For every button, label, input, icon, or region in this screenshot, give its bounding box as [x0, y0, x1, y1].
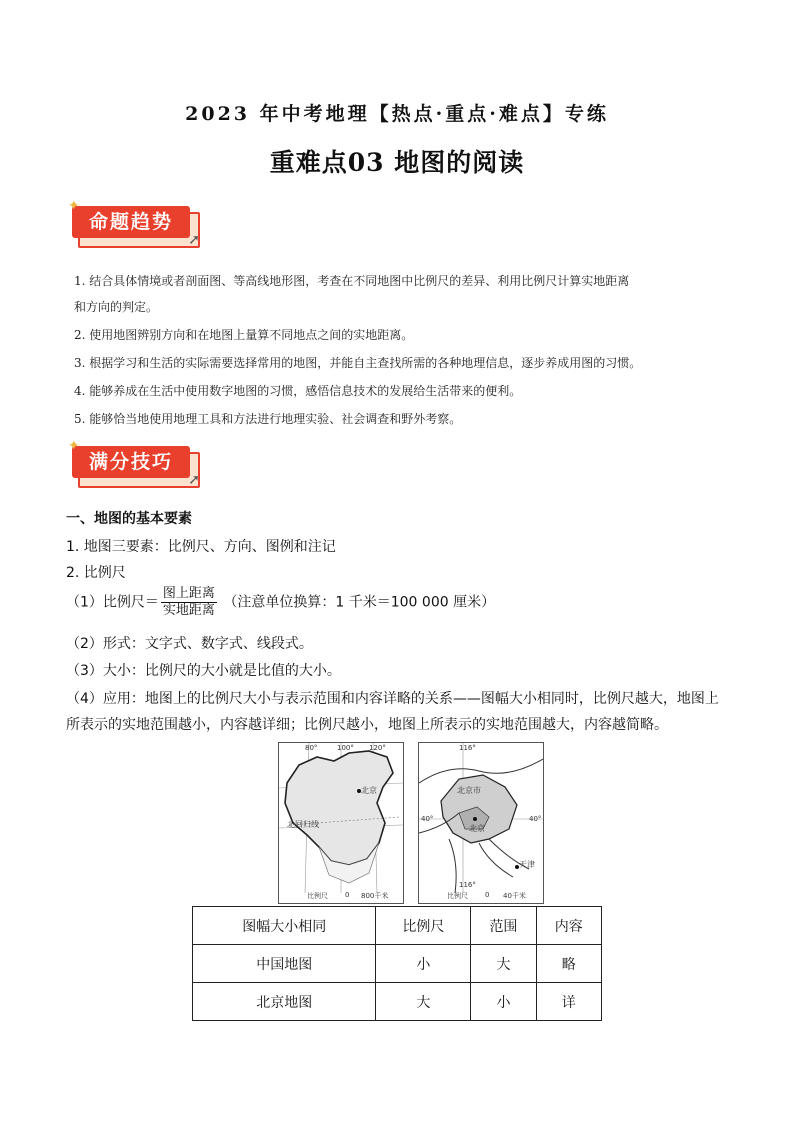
trend-badge-label: 命题趋势: [88, 211, 173, 233]
trend-line-6: 5. 能够恰当地使用地理工具和方法进行地理实验、社会调查和野外考察。: [74, 412, 462, 426]
china-lon-120: 120°: [369, 744, 386, 752]
table-header-cell: 范围: [471, 907, 536, 945]
beijing-map: [418, 742, 544, 904]
trend-line-5: 4. 能够养成在生活中使用数字地图的习惯，感悟信息技术的发展给生活带来的便利。: [74, 384, 522, 398]
paragraph-4a: （4）应用：地图上的比例尺大小与表示范围和内容详略的关系——图幅大小相同时，比例尺越大，地图上: [66, 691, 719, 707]
beijing-scale-distance: 40千米: [503, 892, 526, 900]
trend-line-4: 3. 根据学习和生活的实际需要选择常用的地图，并能自主查找所需的各种地理信息，逐步养成用图的习惯。: [74, 356, 642, 370]
table-header-cell: 图幅大小相同: [193, 907, 376, 945]
section-heading: 一、地图的基本要素: [66, 511, 192, 527]
china-lon-80: 80°: [305, 744, 318, 752]
item-1: 1. 地图三要素：比例尺、方向、图例和注记: [66, 539, 336, 555]
table-row: [193, 983, 602, 1021]
table-cell: 北京地图: [193, 983, 376, 1021]
table-cell: 小: [471, 983, 536, 1021]
paragraph-2: （2）形式：文字式、数字式、线段式。: [66, 636, 313, 652]
beijing-city-label: 北京: [469, 824, 485, 833]
beijing-lon-top: 116°: [459, 744, 476, 752]
fraction-numerator: 图上距离: [162, 586, 215, 601]
china-beijing-label: 北京: [361, 786, 377, 795]
page-title: 2023 年中考地理【热点·重点·难点】专练: [185, 103, 609, 125]
trend-line-2: 和方向的判定。: [74, 300, 159, 314]
formula-note: （注意单位换算：1 千米＝100 000 厘米）: [223, 594, 496, 611]
table-cell: 大: [376, 983, 471, 1021]
paragraph-3: （3）大小：比例尺的大小就是比值的大小。: [66, 663, 341, 679]
table-header-cell: 比例尺: [376, 907, 471, 945]
table-cell: 详: [536, 983, 601, 1021]
item-2: 2. 比例尺: [66, 565, 126, 581]
fraction-denominator: 实地距离: [162, 603, 215, 618]
paragraph-4b: 所表示的实地范围越小，内容越详细；比例尺越小，地图上所表示的实地范围越大，内容越简略。: [66, 717, 668, 733]
skills-badge-label: 满分技巧: [88, 451, 173, 473]
comparison-table: [192, 906, 602, 1021]
sparkle-icon: ✦: [68, 198, 80, 214]
tianjin-label: 天津: [519, 860, 535, 869]
table-cell: 中国地图: [193, 945, 376, 983]
china-map: [278, 742, 404, 904]
scale-formula: [66, 586, 746, 619]
cursor-icon: ➚: [188, 472, 200, 488]
beijing-lat-left: 40°: [421, 815, 434, 823]
trend-line-1: 1. 结合具体情境或者剖面图、等高线地形图，考查在不同地图中比例尺的差异、利用比例尺计算实地距离: [74, 274, 630, 288]
sparkle-icon: ✦: [68, 438, 80, 454]
table-cell: 小: [376, 945, 471, 983]
table-header-row: [193, 907, 602, 945]
china-lon-100: 100°: [337, 744, 354, 752]
beijing-region-label: 北京市: [457, 786, 481, 795]
china-scale-label: 比例尺: [307, 892, 328, 900]
trend-badge: [68, 198, 200, 248]
beijing-scale-label: 比例尺: [447, 892, 468, 900]
china-scale-zero: 0: [345, 891, 350, 899]
china-scale-distance: 800千米: [361, 892, 389, 900]
table-header-cell: 内容: [536, 907, 601, 945]
tropic-label: 北回归线: [287, 820, 319, 829]
beijing-scale-zero: 0: [485, 891, 490, 899]
table-cell: 大: [471, 945, 536, 983]
beijing-lon-bottom: 116°: [459, 881, 476, 889]
fraction: [161, 586, 217, 619]
cursor-icon: ➚: [188, 232, 200, 248]
skills-badge: [68, 438, 200, 488]
trend-line-3: 2. 使用地图辨别方向和在地图上量算不同地点之间的实地距离。: [74, 328, 414, 342]
table-cell: 略: [536, 945, 601, 983]
beijing-lat-right: 40°: [529, 815, 542, 823]
table-row: [193, 945, 602, 983]
page-subtitle: 重难点03 地图的阅读: [269, 148, 525, 177]
formula-prefix: （1）比例尺＝: [66, 594, 159, 611]
